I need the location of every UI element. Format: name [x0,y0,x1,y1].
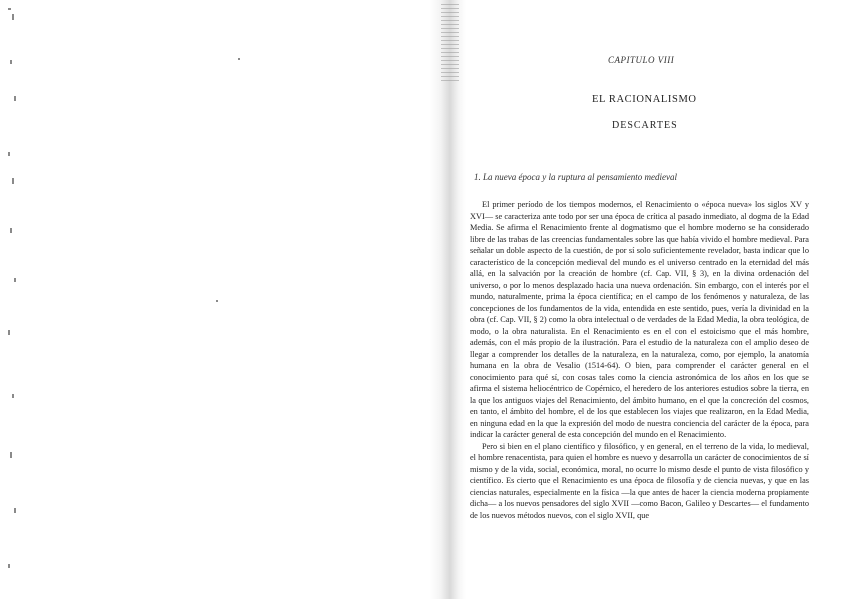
edge-mark [14,96,16,101]
edge-mark [8,564,10,568]
edge-mark [8,152,10,156]
paragraph: Pero si bien en el plano científico y filosófico, y en general, en el terreno de la vida, lo medieval, el hombre renacentista, para quien el hombre es nuevo y desarrolla un carácter de conocimientos de sí mismo y de la vida, social, económica, moral, no ocurre lo mismo desde el punto de vista filosófico y científico. Es cierto que el Renacimiento es una época de filosofía y de ciencia nuevas, y que en las ciencias naturales, especialmente en la física —la que antes de hacer la ciencia moderna propiamente dicha— a los nuevos pensadores del siglo XVII —como Bacon, Galileo y Descartes— el fundamento de los nuevos métodos nuevos, con el siglo XVII, que [470,441,809,520]
edge-mark [238,58,240,60]
edge-mark [12,178,14,184]
page-edge-marks [2,0,32,599]
chapter-label: CAPITULO VIII [608,55,675,65]
section-heading: 1. La nueva época y la ruptura al pensamiento medieval [474,172,677,182]
chapter-subtitle: DESCARTES [612,120,678,131]
edge-mark [14,508,16,513]
edge-mark [10,60,12,64]
edge-mark [10,452,12,458]
edge-mark [216,300,218,302]
edge-mark [12,394,14,398]
edge-mark [12,14,14,20]
body-text [470,199,809,521]
paragraph: El primer período de los tiempos modernos, el Renacimiento o «época nueva» los siglos XV y XVI— se caracteriza ante todo por ser una época de crítica al pasado inmediato, al dogma de la Edad Media. Se afirma el Renacimiento frente al dogmatismo que el hombre moderno se ha considerado libre de las trabas de las creencias fundamentales sobre las que había vivido el hombre medieval. Para señalar un doble aspecto de la cuestión, de por sí solo suficientemente revelador, basta indicar que lo característico de la concepción medieval del mundo es el universo centrado en la eternidad del más allá, en la salvación por la creación de hombre (cf. Cap. VII, § 3), en la divina ordenación del universo, o por lo menos desplazado hacia una nueva ordenación. Sin embargo, con el interés por el mundo, naturalmente, prima la época científica; en el campo de los fenómenos y naturaleza, de las concepciones de los fundamentos de la vida, entendida en este sentido, pues, vería la divinidad en la obra (cf. Cap. VII, § 2) como la obra intelectual o de verdades de la Edad Media, la obra teológica, de modo, o la obra naturalista. En el Renacimiento es en el con el estoicismo que el más hombre, además, con el más propio de la ilustración. Para el estudio de la naturaleza con el amplio deseo de llegar a comprender los detalles de la naturaleza, en la naturaleza, como, por ejemplo, la anatomía humana en la obra de Vesalio (1514-64). O bien, para comprender el carácter general en el conocimiento para qué sí, con cosas tales como la ciencia astronómica de los años en los que se afirma el sistema heliocéntrico de Copérnico, el heredero de los anteriores estudios sobre la tierra, en la que los antiguos viajes del Renacimiento, del ámbito humano, en el que la concreción del cosmos, en tanto, el ámbito del hombre, el de los que establecen los viajes que realizaron, en la Edad Media, en ninguna edad en la que la expresión del modo de nuestra conciencia del carácter de la época, para indicar la carácter general de esta concepción del mundo en el Renacimiento. [470,200,809,439]
edge-mark [10,228,12,233]
edge-mark [8,8,11,10]
gutter-marks [441,4,459,84]
book-gutter [430,0,466,599]
chapter-title: EL RACIONALISMO [592,94,697,105]
edge-mark [14,278,16,282]
edge-mark [8,330,10,335]
